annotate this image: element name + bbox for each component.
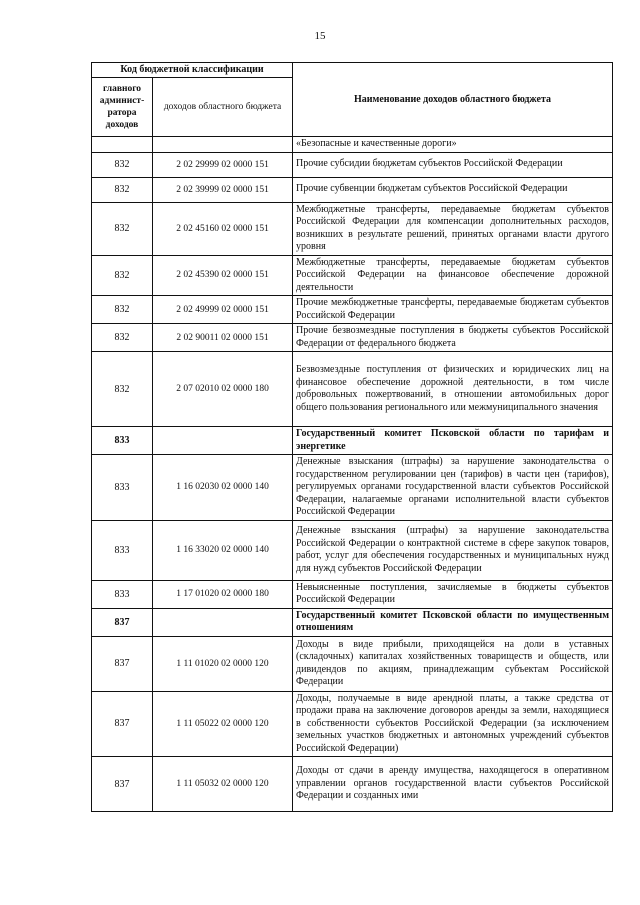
income-name-cell: Прочие безвозмездные поступления в бюджеты субъектов Российской Федерации от федерального бюджета <box>293 324 613 352</box>
table-row <box>92 608 613 636</box>
admin-code-cell: 832 <box>92 177 153 202</box>
admin-code-cell: 833 <box>92 580 153 608</box>
income-name-cell: Доходы, получаемые в виде арендной платы, а также средства от продажи права на заключение договоров аренды за земли, находящиеся в собственности субъектов Российской Федерации (за исключением земельных участков бюджетных и автономных учреждений субъектов Российской Федерации) <box>293 691 613 757</box>
income-name-cell: Безвозмездные поступления от физических и юридических лиц на финансовое обеспечение дорожной деятельности, в том числе добровольных пожертвований, в отношении автомобильных дорог общего пользования регионального или межмуниципального значения <box>293 352 613 427</box>
table-row <box>92 455 613 521</box>
income-name-cell: Невыясненные поступления, зачисляемые в бюджеты субъектов Российской Федерации <box>293 580 613 608</box>
table-row <box>92 352 613 427</box>
admin-code-cell: 832 <box>92 296 153 324</box>
admin-code-cell: 832 <box>92 324 153 352</box>
table-body <box>92 137 613 812</box>
income-name-cell: Государственный комитет Псковской области по тарифам и энергетике <box>293 427 613 455</box>
table-row <box>92 580 613 608</box>
table-row <box>92 296 613 324</box>
income-name-cell: Прочие межбюджетные трансферты, передаваемые бюджетам субъектов Российской Федерации <box>293 296 613 324</box>
income-code-cell: 1 16 33020 02 0000 140 <box>153 520 293 580</box>
income-name-cell: Денежные взыскания (штрафы) за нарушение законодательства Российской Федерации о контрактной системе в сфере закупок товаров, работ, услуг для обеспечения государственных и муниципальных нужд для нужд субъектов Российской Федерации <box>293 520 613 580</box>
income-code-cell: 2 07 02010 02 0000 180 <box>153 352 293 427</box>
budget-classification-table <box>91 62 613 812</box>
table-row <box>92 255 613 296</box>
income-code-cell <box>153 137 293 153</box>
header-regional-budget-income: доходов областного бюджета <box>153 78 293 137</box>
table-row <box>92 636 613 691</box>
income-name-cell: Прочие субвенции бюджетам субъектов Российской Федерации <box>293 177 613 202</box>
income-code-cell: 2 02 45160 02 0000 151 <box>153 202 293 255</box>
income-name-cell: Доходы от сдачи в аренду имущества, находящегося в оперативном управлении органов государственной власти субъектов Российской Федерации и созданных ими <box>293 757 613 812</box>
admin-code-cell: 832 <box>92 202 153 255</box>
table-row <box>92 137 613 153</box>
page-number: 15 <box>314 30 326 42</box>
table-row <box>92 520 613 580</box>
admin-code-cell <box>92 137 153 153</box>
admin-code-cell: 832 <box>92 152 153 177</box>
table-row <box>92 152 613 177</box>
income-name-cell: Межбюджетные трансферты, передаваемые бюджетам субъектов Российской Федерации на финансовое обеспечение дорожной деятельности <box>293 255 613 296</box>
income-name-cell: Прочие субсидии бюджетам субъектов Российской Федерации <box>293 152 613 177</box>
income-name-cell: Доходы в виде прибыли, приходящейся на доли в уставных (складочных) капиталах хозяйственных товариществ и обществ, или дивидендов по акциям, принадлежащим субъектам Российской Федерации <box>293 636 613 691</box>
header-budget-classification-code: Код бюджетной классификации <box>92 63 293 78</box>
income-code-cell: 1 11 05022 02 0000 120 <box>153 691 293 757</box>
table-row <box>92 202 613 255</box>
income-code-cell: 1 16 02030 02 0000 140 <box>153 455 293 521</box>
income-code-cell: 1 11 05032 02 0000 120 <box>153 757 293 812</box>
admin-code-cell: 837 <box>92 757 153 812</box>
income-code-cell: 2 02 90011 02 0000 151 <box>153 324 293 352</box>
income-code-cell <box>153 608 293 636</box>
table-row <box>92 177 613 202</box>
income-code-cell: 1 17 01020 02 0000 180 <box>153 580 293 608</box>
admin-code-cell: 833 <box>92 427 153 455</box>
income-code-cell <box>153 427 293 455</box>
income-code-cell: 2 02 49999 02 0000 151 <box>153 296 293 324</box>
income-name-cell: Государственный комитет Псковской области по имущественным отношениям <box>293 608 613 636</box>
income-name-cell: Денежные взыскания (штрафы) за нарушение законодательства о государственном регулировании цен (тарифов) в части цен (тарифов), регулируемых органами государственной власти субъектов Российской Федерации, налагаемые органами исполнительной власти субъектов Российской Федерации <box>293 455 613 521</box>
income-code-cell: 1 11 01020 02 0000 120 <box>153 636 293 691</box>
admin-code-cell: 837 <box>92 691 153 757</box>
table-row <box>92 324 613 352</box>
admin-code-cell: 833 <box>92 520 153 580</box>
admin-code-cell: 832 <box>92 352 153 427</box>
header-chief-administrator: главного админист-ратора доходов <box>92 78 153 137</box>
table-row <box>92 691 613 757</box>
income-code-cell: 2 02 45390 02 0000 151 <box>153 255 293 296</box>
income-name-cell: Межбюджетные трансферты, передаваемые бюджетам субъектов Российской Федерации для компенсации дополнительных расходов, возникших в результате решений, принятых органами власти другого уровня <box>293 202 613 255</box>
header-income-name: Наименование доходов областного бюджета <box>293 63 613 137</box>
income-code-cell: 2 02 29999 02 0000 151 <box>153 152 293 177</box>
admin-code-cell: 837 <box>92 608 153 636</box>
table-row <box>92 757 613 812</box>
admin-code-cell: 837 <box>92 636 153 691</box>
admin-code-cell: 833 <box>92 455 153 521</box>
table-row <box>92 427 613 455</box>
income-code-cell: 2 02 39999 02 0000 151 <box>153 177 293 202</box>
admin-code-cell: 832 <box>92 255 153 296</box>
income-name-cell: «Безопасные и качественные дороги» <box>293 137 613 153</box>
